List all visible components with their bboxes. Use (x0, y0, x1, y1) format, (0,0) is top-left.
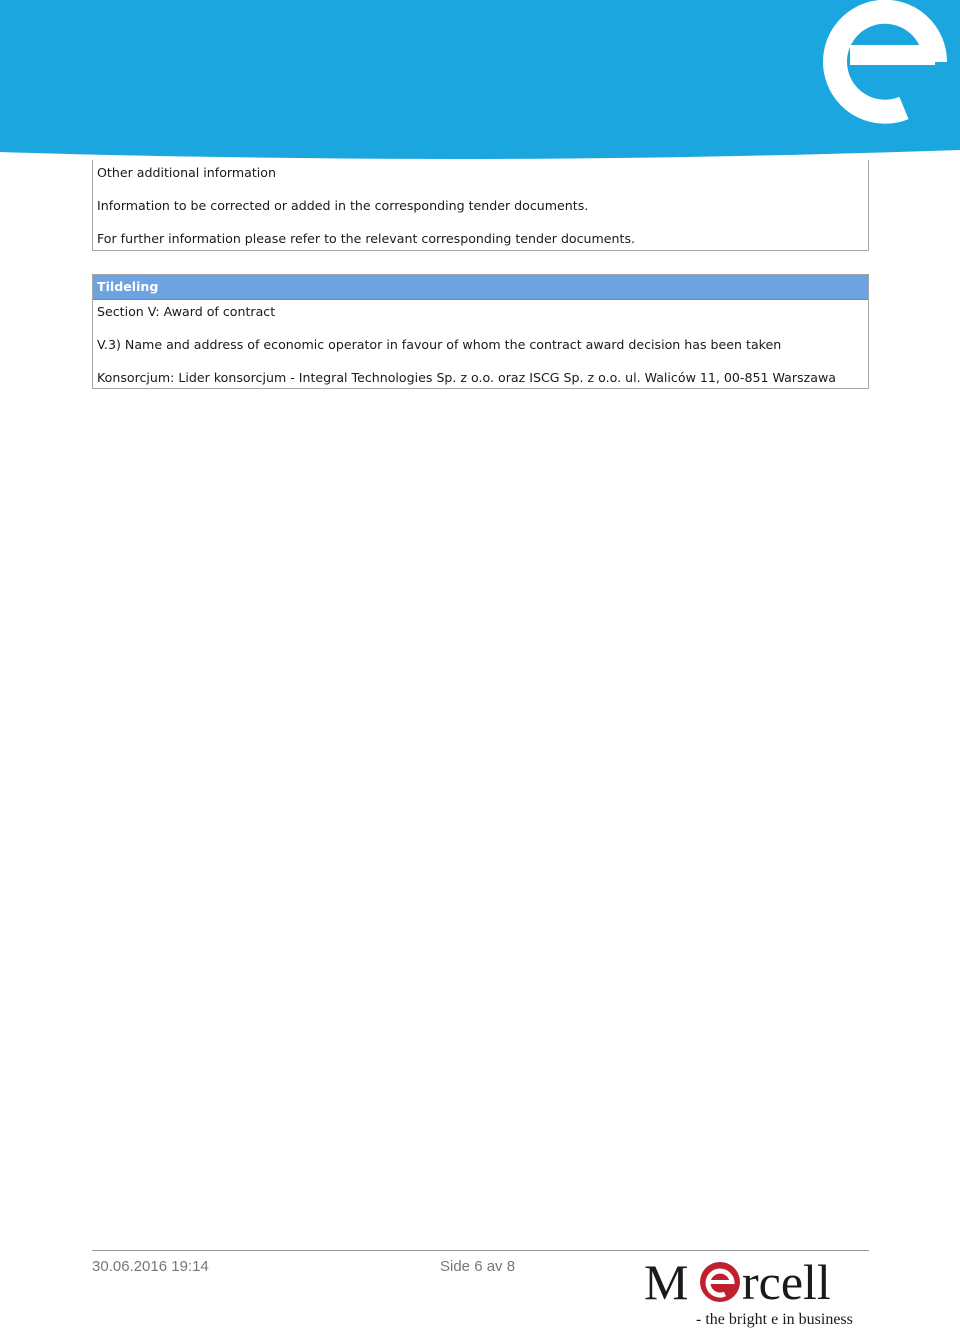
logo-letter-m: M (644, 1254, 689, 1310)
additional-info-line-1: Information to be corrected or added in the corresponding tender documents. (97, 198, 589, 213)
additional-info-box (92, 160, 869, 251)
mercell-logo (644, 1254, 869, 1329)
additional-info-heading: Other additional information (97, 165, 276, 180)
logo-wordmark: rcell (742, 1254, 831, 1310)
logo-e-icon (700, 1262, 740, 1302)
award-section-header (93, 275, 868, 300)
footer-rule (92, 1250, 869, 1251)
notice-content (92, 160, 869, 385)
award-question: V.3) Name and address of economic operator in favour of whom the contract award decision has been taken (97, 337, 782, 352)
award-operator-answer: Konsorcjum: Lider konsorcjum - Integral Technologies Sp. z o.o. oraz ISCG Sp. z o.o. ul. Waliców 11, 00-851 Warszawa (97, 370, 836, 385)
footer-date: 30.06.2016 19:14 (92, 1258, 209, 1275)
header-band (0, 0, 960, 165)
footer-page-number: Side 6 av 8 (440, 1258, 516, 1275)
award-box (92, 274, 869, 389)
additional-info-line-2: For further information please refer to the relevant corresponding tender documents. (97, 231, 636, 246)
logo-tagline: - the bright e in business (696, 1311, 853, 1328)
award-section-title: Tildeling (97, 279, 159, 294)
award-section-name: Section V: Award of contract (97, 304, 276, 319)
